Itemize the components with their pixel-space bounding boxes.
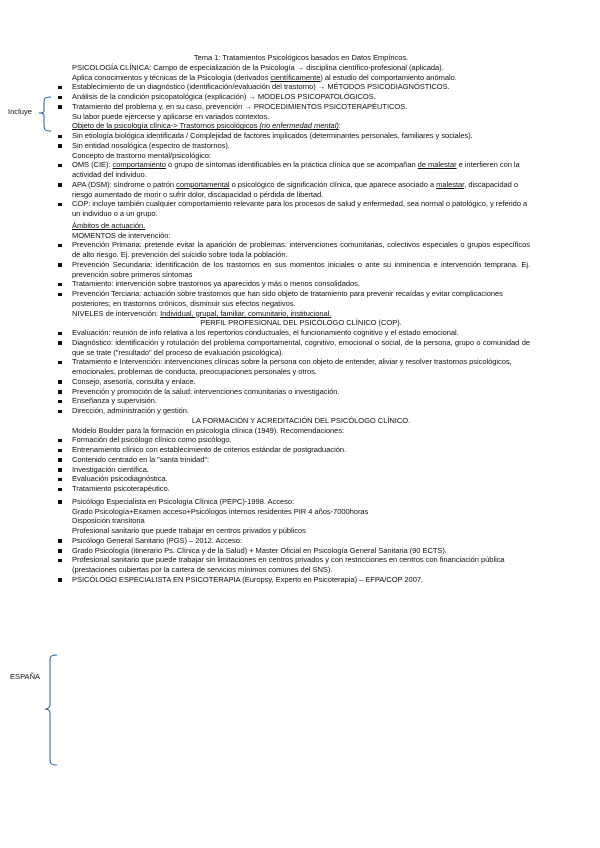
list-item: Grado Psicología (itinerario Ps. Clínica y de la Salud) + Master Oficial en Psicología General Sanitaria (90 ECTS). <box>72 546 530 556</box>
incluye-label: Incluye <box>8 107 32 116</box>
ambitos-heading: Ámbitos de actuación. <box>72 220 146 230</box>
list-item: Profesional sanitario que puede trabajar sin limitaciones en centros privados y con restricciones en centros con financiación pública (prestaciones cubiertas por la cartera de servicios mínimos comunes del SNS). <box>72 555 530 575</box>
list-item: Entrenamiento clínico con establecimiento de criterios estándar de postgraduación. <box>72 445 530 455</box>
pepc-line: Grado Psicología+Examen acceso+Psicólogos internos residentes PIR 4 años-7000horas <box>72 506 369 516</box>
document-title: Tema 1: Tratamientos Psicológicos basados en Datos Empíricos. <box>193 53 409 62</box>
pepc-line: Disposición transitoria <box>72 516 145 526</box>
list-item: Evaluación psicodiagnóstica. <box>72 474 530 484</box>
pgs-item: Psicólogo General Sanitario (PGS) – 2012. Acceso: <box>72 536 530 546</box>
niveles-line: NIVELES de intervención: Individual, grupal, familiar, comunitario, institucional. <box>72 308 332 318</box>
list-item: Diagnóstico: identificación y rotulación del problema comportamental, cognitivo, emocional o social, de la persona, grupo o comunidad de que se trate ("resultado" del proceso de evaluación psicológica). <box>72 337 530 357</box>
formacion-intro: Modelo Boulder para la formación en psicología clínica (1949). Recomendaciones: <box>72 425 345 435</box>
apa-definition: APA (DSM): síndrome o patrón comportamental o psicológico de significación clínica, que aparece asociado a malestar, discapacidad o riesgo aumentado de morir o sufrir dolor, discapacidad o pérdida de libertad. <box>72 180 530 200</box>
list-item: Prevención Primaria: pretende evitar la aparición de problemas: intervenciones comunitarias, colectivos especiales o grupos específicos de alto riesgo. Ej. prevención del suicidio sobre toda la población. <box>72 240 530 259</box>
document-body <box>72 53 530 585</box>
list-item: Tratamiento psicoterapéutico. <box>72 484 530 494</box>
list-item: Dirección, administración y gestión. <box>72 406 530 416</box>
list-item: Consejo, asesoría, consulta y enlace. <box>72 377 530 387</box>
europsy-item: PSICÓLOGO ESPECIALISTA EN PSICOTERAPIA (Europsy, Experto en Psicoterapia) – EFPA/COP 2007. <box>72 575 530 585</box>
oms-definition: OMS (CIE): comportamiento o grupo de síntomas identificables en la práctica clínica que se acompañan de malestar e interfieren con la actividad del individuo. <box>72 160 530 180</box>
concept-heading: Concepto de trastorno mental/psicológico: <box>72 150 211 160</box>
clinical-definition: PSICOLOGÍA CLÍNICA: Campo de especialización de la Psicología → disciplina científico-profesional (aplicada). <box>72 62 444 72</box>
pepc-item: Psicólogo Especialista en Psicología Clínica (PEPC)-1998. Acceso: <box>72 497 530 507</box>
context-note: Su labor puede ejercerse y aplicarse en variados contextos. <box>72 111 270 121</box>
list-item: Tratamiento: intervención sobre trastornos ya aparecidos y más o menos consolidados. <box>72 279 530 289</box>
incluye-brace <box>38 96 54 132</box>
objeto-heading: Objeto de la psicología clínica-> Trastornos psicológicos (no enfermedad mental): <box>72 121 341 131</box>
list-item: Prevención y promoción de la salud: intervenciones comunitarias o investigación. <box>72 387 530 397</box>
list-item: Prevención Secundaria: identificación de los trastornos en sus momentos iniciales o ante su inminencia e intervención temprana. Ej. prevención sobre primeros síntomas <box>72 259 530 279</box>
list-item: Formación del psicólogo clínico como psicólogo. <box>72 435 530 445</box>
formacion-heading: LA FORMACIÓN Y ACREDITACIÓN DEL PSICÓLOGO CLÍNICO. <box>191 415 411 425</box>
list-item: Evaluación: reunión de info relativa a los repertorios conductuales, el funcionamiento cognitivo y el estado emocional. <box>72 328 530 338</box>
espana-label: ESPAÑA <box>10 672 41 681</box>
list-item: Tratamiento del problema y, en su caso, prevención → PROCEDIMIENTOS PSICOTERAPÉUTICOS. <box>72 102 530 112</box>
list-item: Tratamiento e Intervención: intervenciones clínicas sobre la persona con objeto de entender, aliviar y resolver trastornos psicológicos, emocionales, problemas de conducta, preocupaciones personales y otros. <box>72 357 530 377</box>
list-item: Sin entidad nosológica (espectro de trastornos). <box>72 141 530 151</box>
list-item: Establecimiento de un diagnóstico (identificación/evaluación del trastorno) → MÉTODOS PSICODIAGNÓSTICOS. <box>72 82 530 92</box>
list-item: Investigación científica. <box>72 465 530 475</box>
espana-brace <box>44 654 60 766</box>
momentos-heading: MOMENTOS de intervención: <box>72 230 171 240</box>
list-item: Análisis de la condición psicopatológica (explicación) → MODELOS PSICOPATOLÓGICOS. <box>72 92 530 102</box>
pepc-line: Profesional sanitario que puede trabajar en centros privados y públicos <box>72 526 306 535</box>
list-item: Enseñanza y supervisión. <box>72 396 530 406</box>
list-item: Contenido centrado en la "santa trinidad": <box>72 455 530 465</box>
perfil-heading: PERFIL PROFESIONAL DEL PSICÓLOGO CLÍNICO (COP). <box>200 318 402 328</box>
list-item: Prevención Terciaria: actuación sobre trastornos que han sido objeto de tratamiento para prevenir recaídas y evitar complicaciones posteriores; en trastornos crónicos, disminuir sus efectos negativos. <box>72 289 530 309</box>
cop-definition: COP: incluye también cualquier comportamiento relevante para los procesos de salud y enfermedad, sea normal o patológico, y referido a un individuo o a un grupo. <box>72 199 530 219</box>
clinical-application: Aplica conocimientos y técnicas de la Psicología (derivados científicamente) al estudio del comportamiento anómalo. <box>72 72 457 82</box>
list-item: Sin etiología biológica identificada / Complejidad de factores implicados (determinantes personales, familiares y sociales). <box>72 131 530 141</box>
